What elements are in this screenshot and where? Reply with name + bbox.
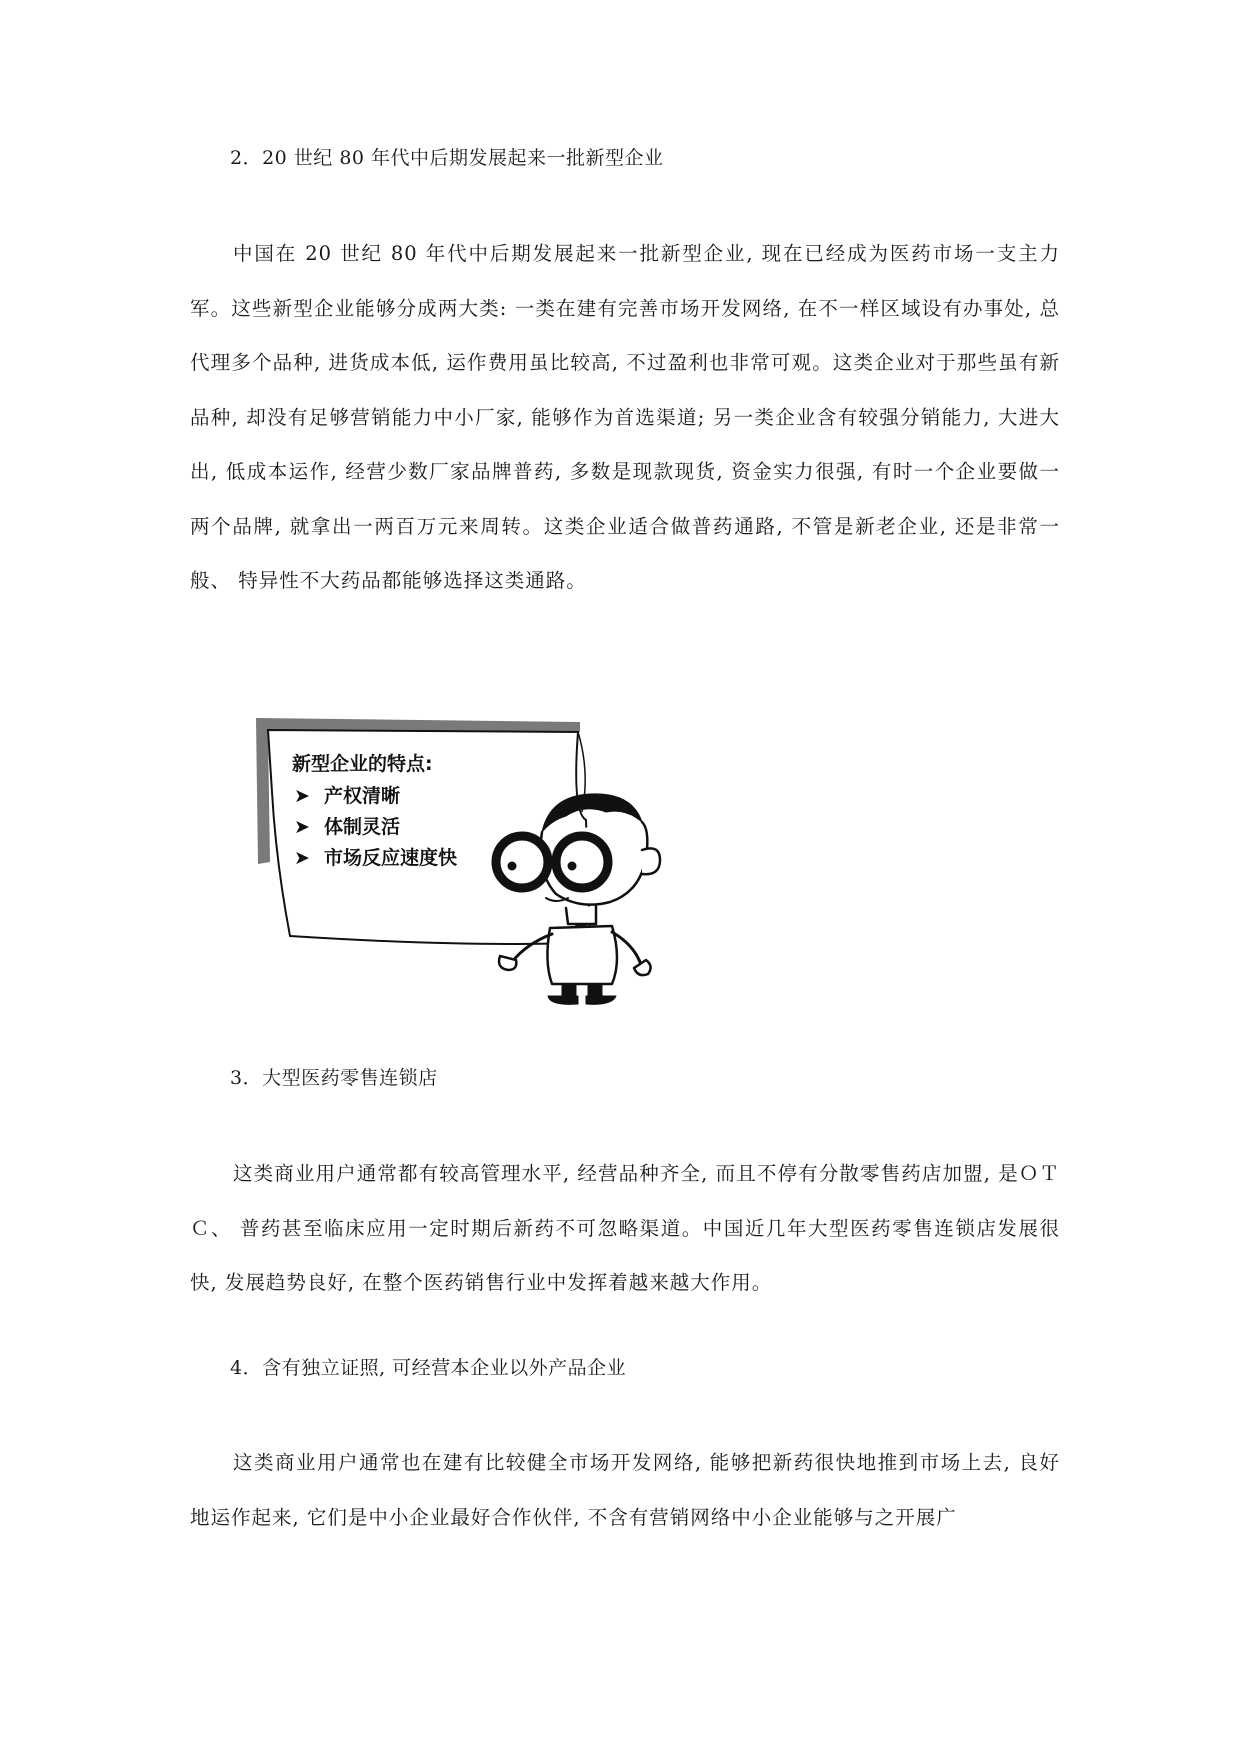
section-heading-4: 4．含有独立证照, 可经营本企业以外产品企业 bbox=[230, 1357, 627, 1379]
board-title: 新型企业的特点: bbox=[292, 753, 433, 775]
section-heading-2: 2．20 世纪 80 年代中后期发展起来一批新型企业 bbox=[230, 147, 664, 169]
section-paragraph-4: 这类商业用户通常也在建有比较健全市场开发网络, 能够把新药很快地推到市场上去, 良好地运作起来, 它们是中小企业最好合作伙伴, 不含有营销网络中小企业能够与之开展广 bbox=[190, 1451, 1060, 1529]
board-bullet-icon: ➤ bbox=[294, 785, 310, 807]
board-bullet-icon: ➤ bbox=[294, 816, 310, 838]
board-item-1: 产权清晰 bbox=[324, 785, 401, 807]
board-bullet-icon: ➤ bbox=[294, 847, 310, 869]
board-item-2: 体制灵活 bbox=[324, 816, 401, 838]
new-enterprise-illustration bbox=[250, 712, 720, 1007]
board-item-3: 市场反应速度快 bbox=[324, 847, 458, 869]
section-paragraph-2: 中国在 20 世纪 80 年代中后期发展起来一批新型企业, 现在已经成为医药市场一支主力军。这些新型企业能够分成两大类: 一类在建有完善市场开发网络, 在不一样区域设有办事处, 总代理多个品种, 进货成本低, 运作费用虽比较高, 不过盈利也非常可观。这类企业对于那些虽有新品种, 却没有足够营销能力中小厂家, 能够作为首选渠道; 另一类企业含有较强分销能力, 大进大出, 低成本运作, 经营少数厂家品牌普药, 多数是现款现货, 资金实力很强, 有时一个企业要做一两个品牌, 就拿出一两百万元来周转。这类企业适合做普药通路, 不管是新老企业, 还是非常一般、 特异性不大药品都能够选择这类通路。 bbox=[190, 242, 1060, 592]
cartoon-board-image bbox=[250, 712, 720, 1007]
section-paragraph-3: 这类商业用户通常都有较高管理水平, 经营品种齐全, 而且不停有分散零售药店加盟, 是ＯＴＣ、 普药甚至临床应用一定时期后新药不可忽略渠道。中国近几年大型医药零售连锁店发展很快, 发展趋势良好, 在整个医药销售行业中发挥着越来越大作用。 bbox=[190, 1162, 1060, 1294]
section-heading-3: 3．大型医药零售连锁店 bbox=[230, 1067, 438, 1089]
